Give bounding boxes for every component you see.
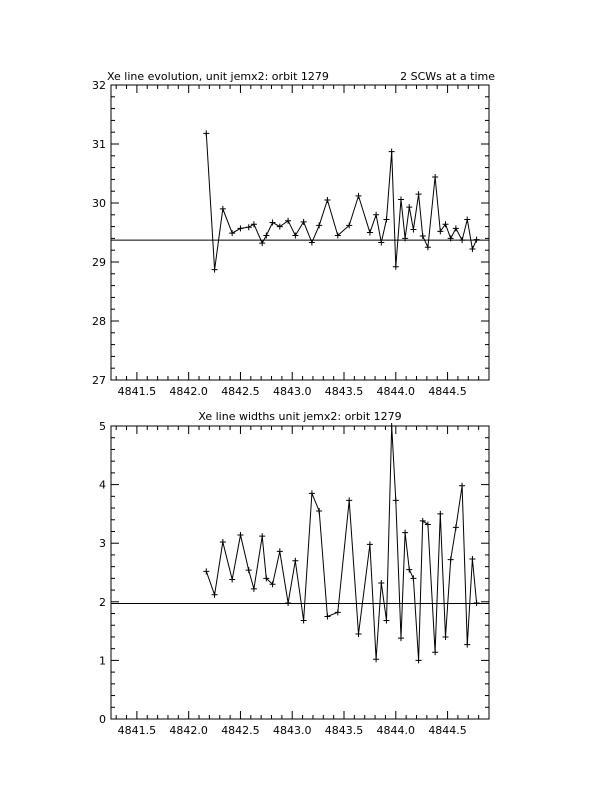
data-markers xyxy=(203,423,479,663)
x-tick-label: 4843.5 xyxy=(324,724,364,737)
data-point xyxy=(251,221,257,227)
data-point xyxy=(237,532,243,538)
data-point xyxy=(229,230,235,236)
data-point xyxy=(212,267,218,273)
data-point xyxy=(246,224,252,230)
y-tick-label: 3 xyxy=(99,537,106,551)
x-tick-label: 4842.0 xyxy=(169,385,208,398)
x-tick-label: 4844.0 xyxy=(376,385,416,398)
chart-title: Xe line widths unit jemx2: orbit 1279 xyxy=(198,410,402,423)
data-point xyxy=(398,635,404,641)
x-axis xyxy=(116,426,489,737)
data-point xyxy=(383,217,389,223)
data-point xyxy=(251,586,257,592)
x-tick-label: 4844.5 xyxy=(428,385,467,398)
data-point xyxy=(459,237,465,243)
data-point xyxy=(259,240,265,246)
data-point xyxy=(453,225,459,231)
x-tick-label: 4843.0 xyxy=(272,724,312,737)
data-point xyxy=(259,533,265,539)
data-point xyxy=(270,219,276,225)
x-tick-label: 4844.0 xyxy=(376,724,416,737)
data-point xyxy=(203,130,209,136)
data-point xyxy=(448,557,454,563)
data-point xyxy=(237,225,243,231)
plot-frame xyxy=(111,85,489,380)
data-point xyxy=(416,657,422,663)
data-point xyxy=(383,618,389,624)
y-tick-label: 5 xyxy=(99,420,106,433)
data-point xyxy=(469,246,475,252)
data-point xyxy=(459,483,465,489)
data-point xyxy=(432,649,438,655)
data-point xyxy=(425,244,431,250)
data-point xyxy=(367,230,373,236)
series-line xyxy=(206,426,476,660)
data-point xyxy=(398,196,404,202)
data-point xyxy=(229,577,235,583)
data-point xyxy=(220,206,226,212)
y-tick-label: 2 xyxy=(99,595,106,609)
y-tick-label: 27 xyxy=(92,374,106,387)
data-point xyxy=(316,222,322,228)
data-point xyxy=(464,642,470,648)
x-axis xyxy=(116,85,489,398)
data-point xyxy=(292,558,298,564)
x-tick-label: 4841.5 xyxy=(117,724,157,737)
data-point xyxy=(356,193,362,199)
y-tick-label: 29 xyxy=(92,256,106,269)
data-point xyxy=(346,497,352,503)
data-point xyxy=(410,227,416,233)
chart-title: Xe line evolution, unit jemx2: orbit 1279 xyxy=(107,70,329,83)
data-point xyxy=(453,524,459,530)
data-point xyxy=(406,204,412,210)
data-point xyxy=(432,174,438,180)
data-point xyxy=(443,634,449,640)
panel-line-widths xyxy=(99,410,489,737)
y-tick-label: 30 xyxy=(92,197,106,210)
y-tick-label: 28 xyxy=(92,315,106,328)
data-point xyxy=(309,490,315,496)
data-point xyxy=(420,233,426,239)
x-tick-label: 4841.5 xyxy=(117,385,157,398)
data-point xyxy=(373,212,379,218)
data-point xyxy=(389,149,395,155)
data-point xyxy=(285,600,291,606)
data-point xyxy=(378,580,384,586)
data-point xyxy=(220,539,226,545)
data-point xyxy=(393,497,399,503)
x-tick-label: 4842.5 xyxy=(221,385,260,398)
plot-frame xyxy=(111,426,489,719)
data-point xyxy=(212,592,218,598)
data-point xyxy=(410,575,416,581)
data-point xyxy=(474,237,480,243)
data-point xyxy=(324,197,330,203)
data-point xyxy=(406,567,412,573)
data-point xyxy=(324,613,330,619)
data-point xyxy=(335,609,341,615)
data-point xyxy=(203,568,209,574)
data-point xyxy=(246,567,252,573)
data-point xyxy=(437,511,443,517)
data-point xyxy=(263,232,269,238)
x-tick-label: 4843.5 xyxy=(324,385,364,398)
y-tick-label: 4 xyxy=(99,478,106,492)
data-point xyxy=(367,541,373,547)
y-tick-label: 0 xyxy=(99,713,106,726)
chart-subtitle: 2 SCWs at a time xyxy=(400,70,495,83)
data-point xyxy=(393,264,399,270)
x-tick-label: 4842.5 xyxy=(221,724,260,737)
data-point xyxy=(389,423,395,429)
x-tick-label: 4842.0 xyxy=(169,724,208,737)
y-tick-label: 1 xyxy=(99,654,106,668)
data-markers xyxy=(203,130,479,272)
y-tick-label: 32 xyxy=(92,79,106,92)
data-point xyxy=(356,631,362,637)
data-point xyxy=(402,530,408,536)
data-point xyxy=(425,521,431,527)
data-point xyxy=(373,656,379,662)
data-point xyxy=(420,518,426,524)
data-point xyxy=(474,600,480,606)
x-tick-label: 4844.5 xyxy=(428,724,467,737)
data-point xyxy=(301,618,307,624)
data-point xyxy=(292,232,298,238)
series-line xyxy=(206,133,476,269)
x-tick-label: 4843.0 xyxy=(272,385,312,398)
panel-line-evolution xyxy=(92,70,495,398)
data-point xyxy=(469,556,475,562)
data-point xyxy=(316,508,322,514)
data-point xyxy=(464,217,470,223)
data-point xyxy=(301,219,307,225)
data-point xyxy=(416,191,422,197)
data-point xyxy=(277,548,283,554)
y-tick-label: 31 xyxy=(92,138,106,151)
